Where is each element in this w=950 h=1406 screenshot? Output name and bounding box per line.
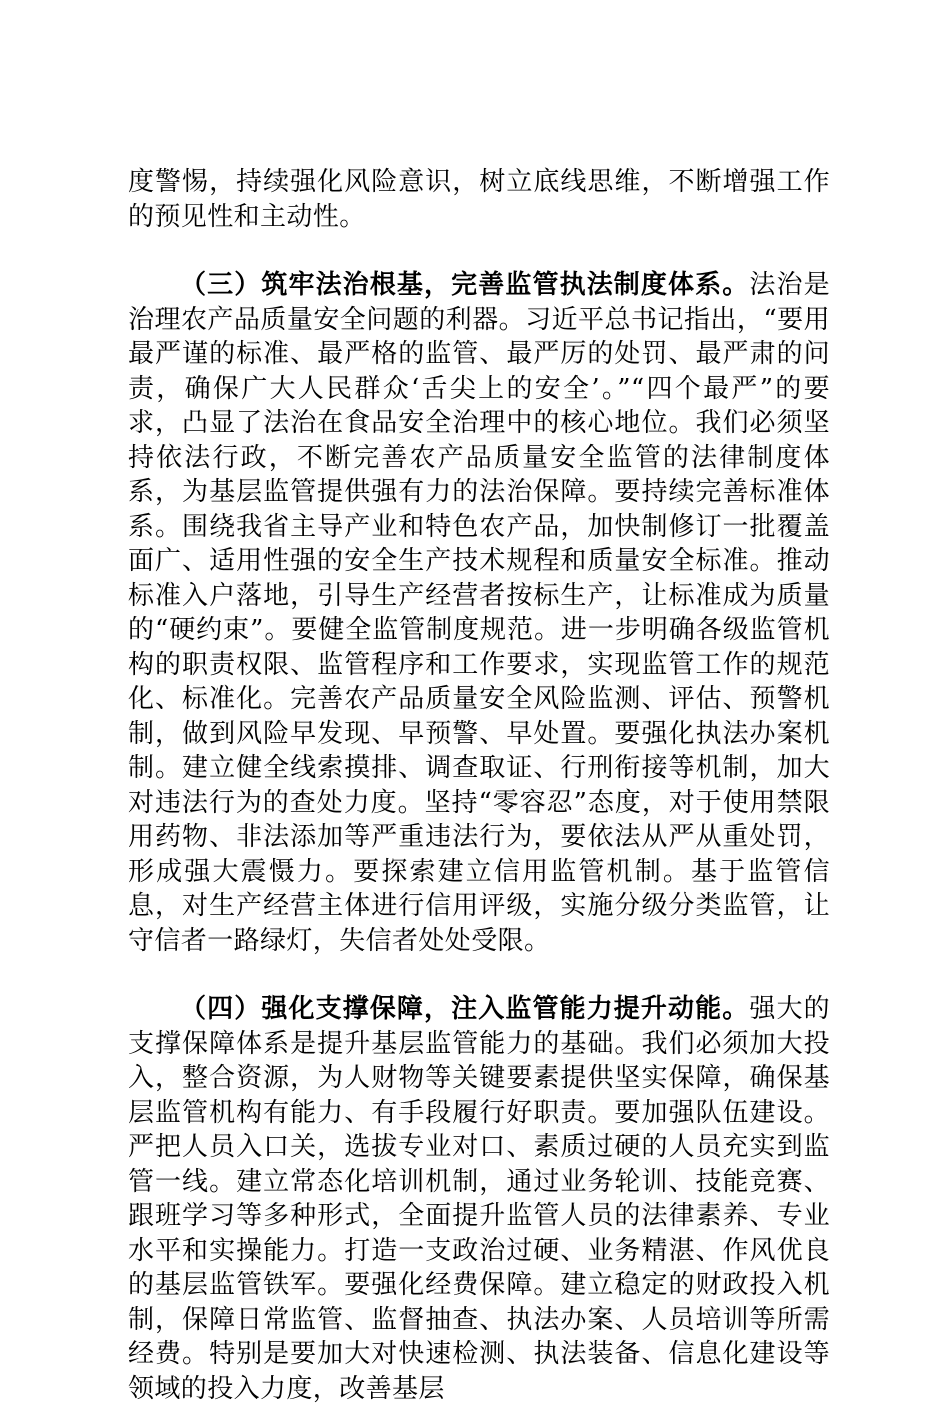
paragraph-continuation: [128, 165, 830, 234]
section-heading: （三）筑牢法治根基，完善监管执法制度体系。: [180, 270, 750, 300]
paragraph-body: 强大的支撑保障体系是提升基层监管能力的基础。我们必须加大投入，整合资源，为人财物等关键要素提供坚实保障，确保基层监管机构有能力、有手段履行好职责。要加强队伍建设。严把人员入口关，选拔专业对口、素质过硬的人员充实到监管一线。建立常态化培训机制，通过业务轮训、技能竞赛、跟班学习等多种形式，全面提升监管人员的法律素养、专业水平和实操能力。打造一支政治过硬、业务精湛、作风优良的基层监管铁军。要强化经费保障。建立稳定的财政投入机制，保障日常监管、监督抽查、执法办案、人员培训等所需经费。特别是要加大对快速检测、执法装备、信息化建设等领域的投入力度，改善基层: [128, 994, 831, 1404]
document-page: [128, 165, 830, 1406]
paragraph-section-three: [128, 268, 830, 958]
paragraph-body: 度警惕，持续强化风险意识，树立底线思维，不断增强工作的预见性和主动性。: [128, 167, 830, 232]
paragraph-body: 法治是治理农产品质量安全问题的利器。习近平总书记指出，“要用最严谨的标准、最严格的监管、最严厉的处罚、最严肃的问责，确保广大人民群众‘舌尖上的安全’。”“四个最严”的要求，凸显了法治在食品安全治理中的核心地位。我们必须坚持依法行政，不断完善农产品质量安全监管的法律制度体系，为基层监管提供强有力的法治保障。要持续完善标准体系。围绕我省主导产业和特色农产品，加快制修订一批覆盖面广、适用性强的安全生产技术规程和质量安全标准。推动标准入户落地，引导生产经营者按标生产，让标准成为质量的“硬约束”。要健全监管制度规范。进一步明确各级监管机构的职责权限、监管程序和工作要求，实现监管工作的规范化、标准化。完善农产品质量安全风险监测、评估、预警机制，做到风险早发现、早预警、早处置。要强化执法办案机制。建立健全线索摸排、调查取证、行刑衔接等机制，加大对违法行为的查处力度。坚持“零容忍”态度，对于使用禁限用药物、非法添加等严重违法行为，要依法从严从重处罚，形成强大震慑力。要探索建立信用监管机制。基于监管信息，对生产经营主体进行信用评级，实施分级分类监管，让守信者一路绿灯，失信者处处受限。: [128, 270, 831, 956]
paragraph-gap: [128, 234, 830, 268]
section-heading: （四）强化支撑保障，注入监管能力提升动能。: [180, 994, 750, 1024]
paragraph-gap: [128, 958, 830, 992]
